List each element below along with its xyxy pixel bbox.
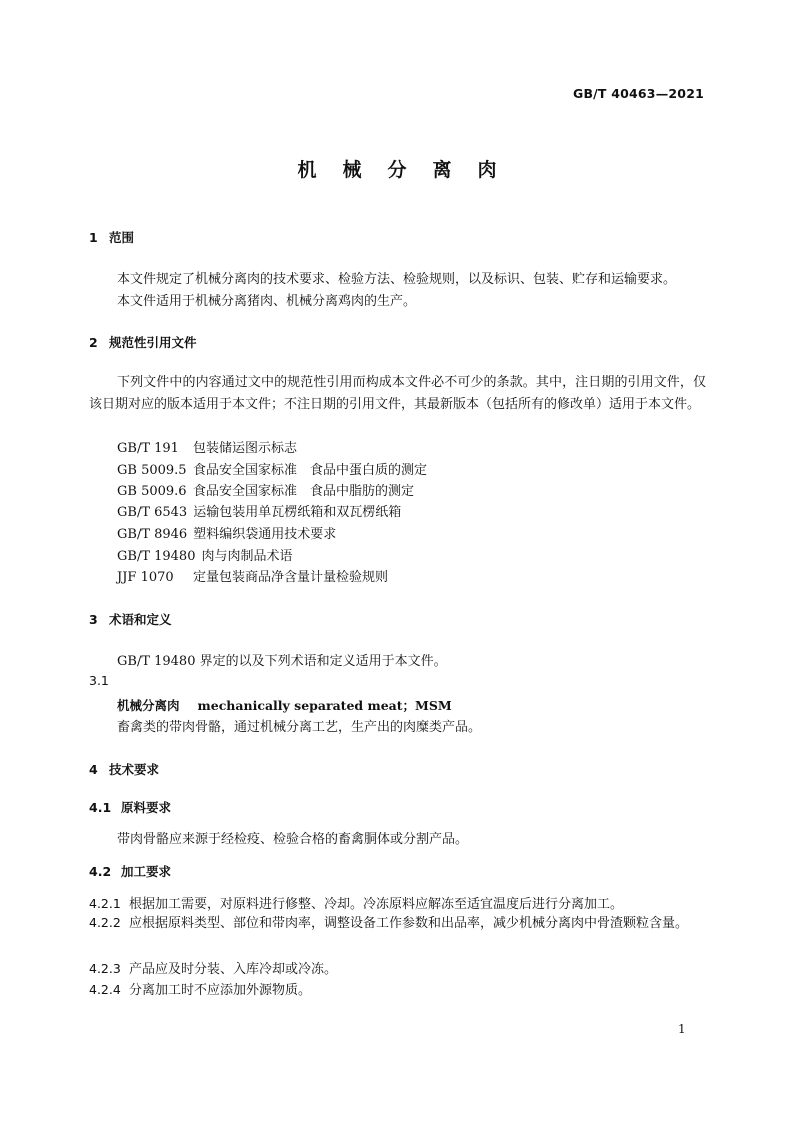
reference-code: GB/T 19480 bbox=[117, 549, 196, 564]
reference-title: 定量包装商品净含量计量检验规则 bbox=[193, 570, 389, 585]
term-english: mechanically separated meat；MSM bbox=[197, 698, 452, 713]
clause-text: 根据加工需要，对原料进行修整、冷却。冷冻原料应解冻至适宜温度后进行分离加工。 bbox=[129, 897, 624, 912]
section-title: 范围 bbox=[109, 230, 135, 245]
reference-code: GB 5009.6 bbox=[117, 484, 187, 499]
reference-title: 食品安全国家标准 食品中蛋白质的测定 bbox=[193, 463, 428, 478]
reference-item bbox=[117, 566, 388, 585]
section-number: 4 bbox=[89, 762, 98, 777]
term-chinese: 机械分离肉 bbox=[117, 698, 180, 713]
section-title: 技术要求 bbox=[109, 762, 160, 777]
reference-item bbox=[117, 545, 293, 564]
clause-number: 4.2.4 bbox=[89, 982, 121, 997]
subsection-title: 原料要求 bbox=[121, 800, 172, 815]
clause-text: 分离加工时不应添加外源物质。 bbox=[129, 983, 312, 998]
section-number: 2 bbox=[89, 335, 98, 350]
clause bbox=[89, 912, 706, 935]
term-entry bbox=[117, 695, 452, 714]
section-number: 1 bbox=[89, 230, 98, 245]
subsection-heading-processing bbox=[89, 862, 171, 880]
scope-paragraph-2: 本文件适用于机械分离猪肉、机械分离鸡肉的生产。 bbox=[117, 294, 417, 309]
section-title: 术语和定义 bbox=[109, 612, 172, 627]
standard-code: GB/T 40463—2021 bbox=[572, 86, 704, 101]
clause-text: 应根据原料类型、部位和带肉率，调整设备工作参数和出品率，减少机械分离肉中骨渣颗粒含量。 bbox=[129, 916, 689, 931]
reference-code: GB/T 8946 bbox=[117, 527, 188, 542]
clause-number: 4.2.2 bbox=[89, 915, 121, 930]
section-number: 3 bbox=[89, 612, 98, 627]
section-heading-terms bbox=[89, 610, 172, 628]
reference-code: GB 5009.5 bbox=[117, 463, 187, 478]
section-heading-scope bbox=[89, 228, 134, 246]
raw-material-text: 带肉骨骼应来源于经检疫、检验合格的畜禽胴体或分割产品。 bbox=[117, 832, 469, 847]
terms-intro: GB/T 19480 界定的以及下列术语和定义适用于本文件。 bbox=[117, 654, 447, 669]
reference-item bbox=[117, 480, 414, 499]
reference-code: JJF 1070 bbox=[117, 570, 174, 585]
reference-title: 肉与肉制品术语 bbox=[201, 549, 293, 564]
clause-number: 4.2.3 bbox=[89, 961, 121, 976]
clause-number: 4.2.1 bbox=[89, 896, 121, 911]
document-title: 机械分离肉 bbox=[297, 159, 523, 181]
subsection-title: 加工要求 bbox=[121, 864, 172, 879]
reference-code: GB/T 6543 bbox=[117, 505, 188, 520]
clause bbox=[89, 958, 337, 977]
section-heading-references bbox=[89, 333, 197, 351]
subsection-number: 4.1 bbox=[89, 800, 112, 815]
references-intro: 下列文件中的内容通过文中的规范性引用而构成本文件必不可少的条款。其中，注日期的引用文件，仅该日期对应的版本适用于本文件；不注日期的引用文件，其最新版本（包括所有的修改单）适用于本文件。 bbox=[89, 375, 706, 412]
reference-item bbox=[117, 501, 401, 520]
reference-title: 运输包装用单瓦楞纸箱和双瓦楞纸箱 bbox=[193, 505, 402, 520]
reference-title: 包装储运图示标志 bbox=[193, 441, 298, 456]
term-entry-number: 3.1 bbox=[89, 673, 109, 688]
section-heading-technical bbox=[89, 760, 159, 778]
page-number: 1 bbox=[678, 1022, 686, 1036]
reference-item bbox=[117, 459, 427, 478]
term-definition: 畜禽类的带肉骨骼，通过机械分离工艺，生产出的肉糜类产品。 bbox=[117, 720, 482, 735]
reference-title: 食品安全国家标准 食品中脂肪的测定 bbox=[193, 484, 415, 499]
reference-title: 塑料编织袋通用技术要求 bbox=[193, 527, 337, 542]
subsection-heading-raw-material bbox=[89, 798, 171, 816]
section-title: 规范性引用文件 bbox=[109, 335, 197, 350]
reference-item bbox=[117, 523, 336, 542]
reference-code: GB/T 191 bbox=[117, 441, 179, 456]
clause bbox=[89, 979, 311, 998]
subsection-number: 4.2 bbox=[89, 864, 112, 879]
reference-item bbox=[117, 437, 297, 456]
scope-paragraph-1: 本文件规定了机械分离肉的技术要求、检验方法、检验规则，以及标识、包装、贮存和运输要求。 bbox=[117, 272, 677, 287]
clause bbox=[89, 893, 623, 912]
clause-text: 产品应及时分装、入库冷却或冷冻。 bbox=[129, 962, 338, 977]
